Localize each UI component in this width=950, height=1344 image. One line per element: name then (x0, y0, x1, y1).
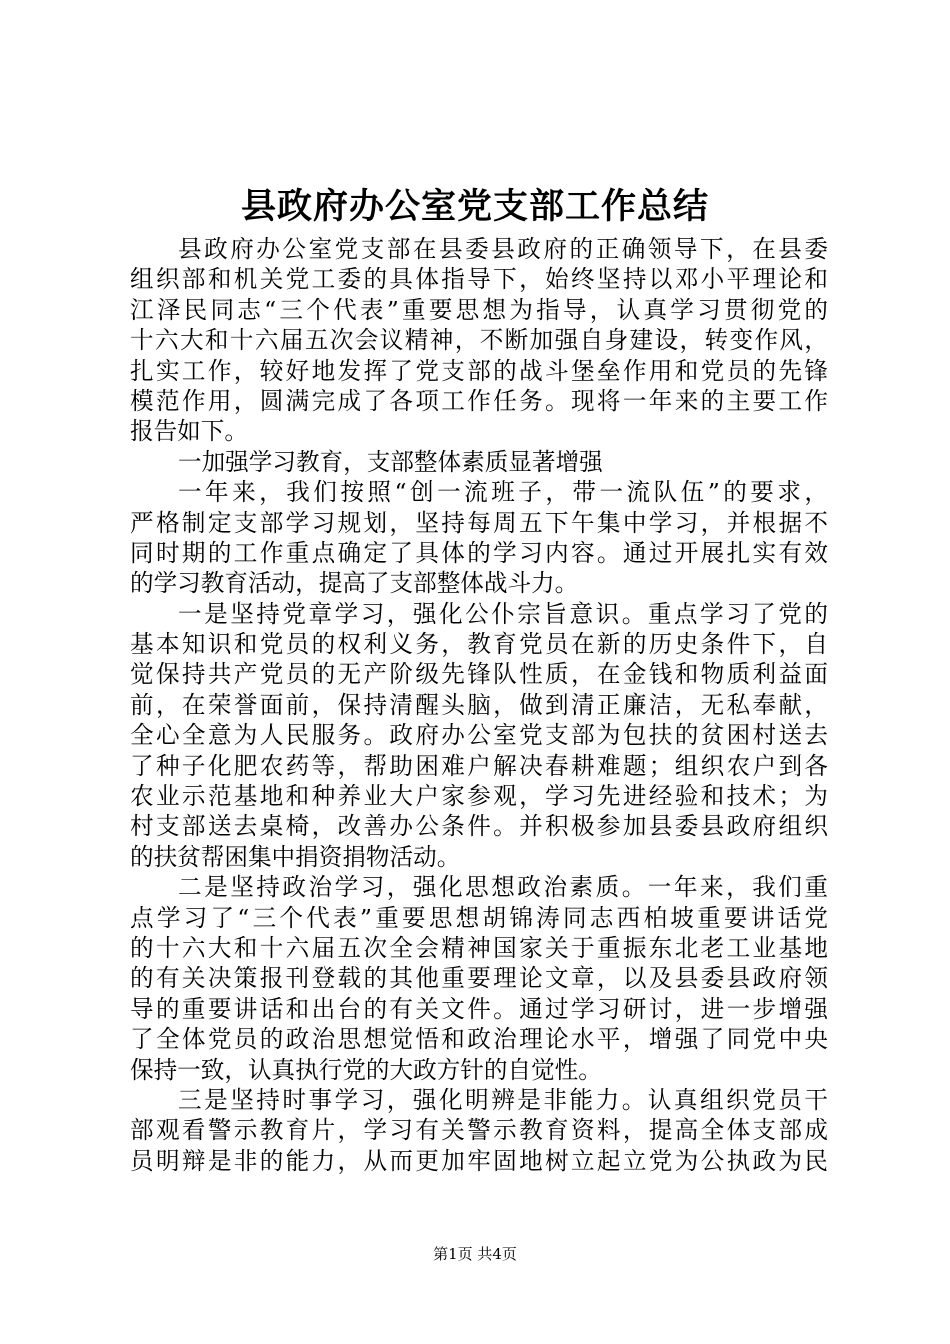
body-line: 了全体党员的政治思想觉悟和政治理论水平，增强了同党中央 (130, 1025, 828, 1054)
body-line: 点学习了“三个代表”重要思想胡锦涛同志西柏坡重要讲话党 (130, 903, 828, 932)
body-line: 严格制定支部学习规划，坚持每周五下午集中学习，并根据不 (130, 508, 828, 537)
body-line: 村支部送去桌椅，改善办公条件。并积极参加县委县政府组织 (130, 812, 828, 841)
document-title: 县政府办公室党支部工作总结 (240, 186, 709, 227)
body-line: 报告如下。 (130, 417, 248, 446)
body-line: 的学习教育活动，提高了支部整体战斗力。 (130, 569, 579, 598)
body-line: 全心全意为人民服务。政府办公室党支部为包扶的贫困村送去 (130, 721, 828, 750)
body-line: 的十六大和十六届五次全会精神国家关于重振东北老工业基地 (130, 933, 828, 962)
body-line: 模范作用，圆满完成了各项工作任务。现将一年来的主要工作 (130, 386, 828, 415)
body-line: 二是坚持政治学习，强化思想政治素质。一年来，我们重 (178, 873, 828, 902)
body-line: 十六大和十六届五次会议精神，不断加强自身建设，转变作风， (130, 326, 828, 355)
body-line: 同时期的工作重点确定了具体的学习内容。通过开展扎实有效 (130, 538, 828, 567)
body-line: 觉保持共产党员的无产阶级先锋队性质，在金钱和物质利益面 (130, 660, 828, 689)
body-line: 农业示范基地和种养业大户家参观，学习先进经验和技术；为 (130, 782, 828, 811)
body-line: 了种子化肥农药等，帮助困难户解决春耕难题；组织农户到各 (130, 751, 828, 780)
body-line: 保持一致，认真执行党的大政方针的自觉性。 (130, 1055, 602, 1084)
body-line: 一年来，我们按照“创一流班子，带一流队伍”的要求， (178, 478, 828, 507)
body-line: 基本知识和党员的权利义务，教育党员在新的历史条件下，自 (130, 630, 828, 659)
body-line: 的扶贫帮困集中捐资捐物活动。 (130, 842, 461, 871)
body-line: 一加强学习教育，支部整体素质显著增强 (178, 447, 603, 476)
body-line: 的有关决策报刊登载的其他重要理论文章，以及县委县政府领 (130, 964, 828, 993)
body-line: 导的重要讲话和出台的有关文件。通过学习研讨，进一步增强 (130, 994, 828, 1023)
body-line: 江泽民同志“三个代表”重要思想为指导，认真学习贯彻党的 (130, 295, 828, 324)
document-body (130, 234, 828, 1176)
body-line: 部观看警示教育片，学习有关警示教育资料，提高全体支部成 (130, 1116, 828, 1145)
body-line: 一是坚持党章学习，强化公仆宗旨意识。重点学习了党的 (178, 599, 828, 628)
body-line: 三是坚持时事学习，强化明辨是非能力。认真组织党员干 (178, 1085, 828, 1114)
body-line: 县政府办公室党支部在县委县政府的正确领导下，在县委 (178, 235, 828, 263)
body-line: 前，在荣誉面前，保持清醒头脑，做到清正廉洁，无私奉献， (130, 690, 828, 719)
body-line: 组织部和机关党工委的具体指导下，始终坚持以邓小平理论和 (130, 265, 828, 294)
body-line: 员明辩是非的能力，从而更加牢固地树立起立党为公执政为民 (130, 1146, 828, 1175)
body-line: 扎实工作，较好地发挥了党支部的战斗堡垒作用和党员的先锋 (130, 356, 828, 385)
page-footer: 第1页 共4页 (433, 1245, 517, 1263)
